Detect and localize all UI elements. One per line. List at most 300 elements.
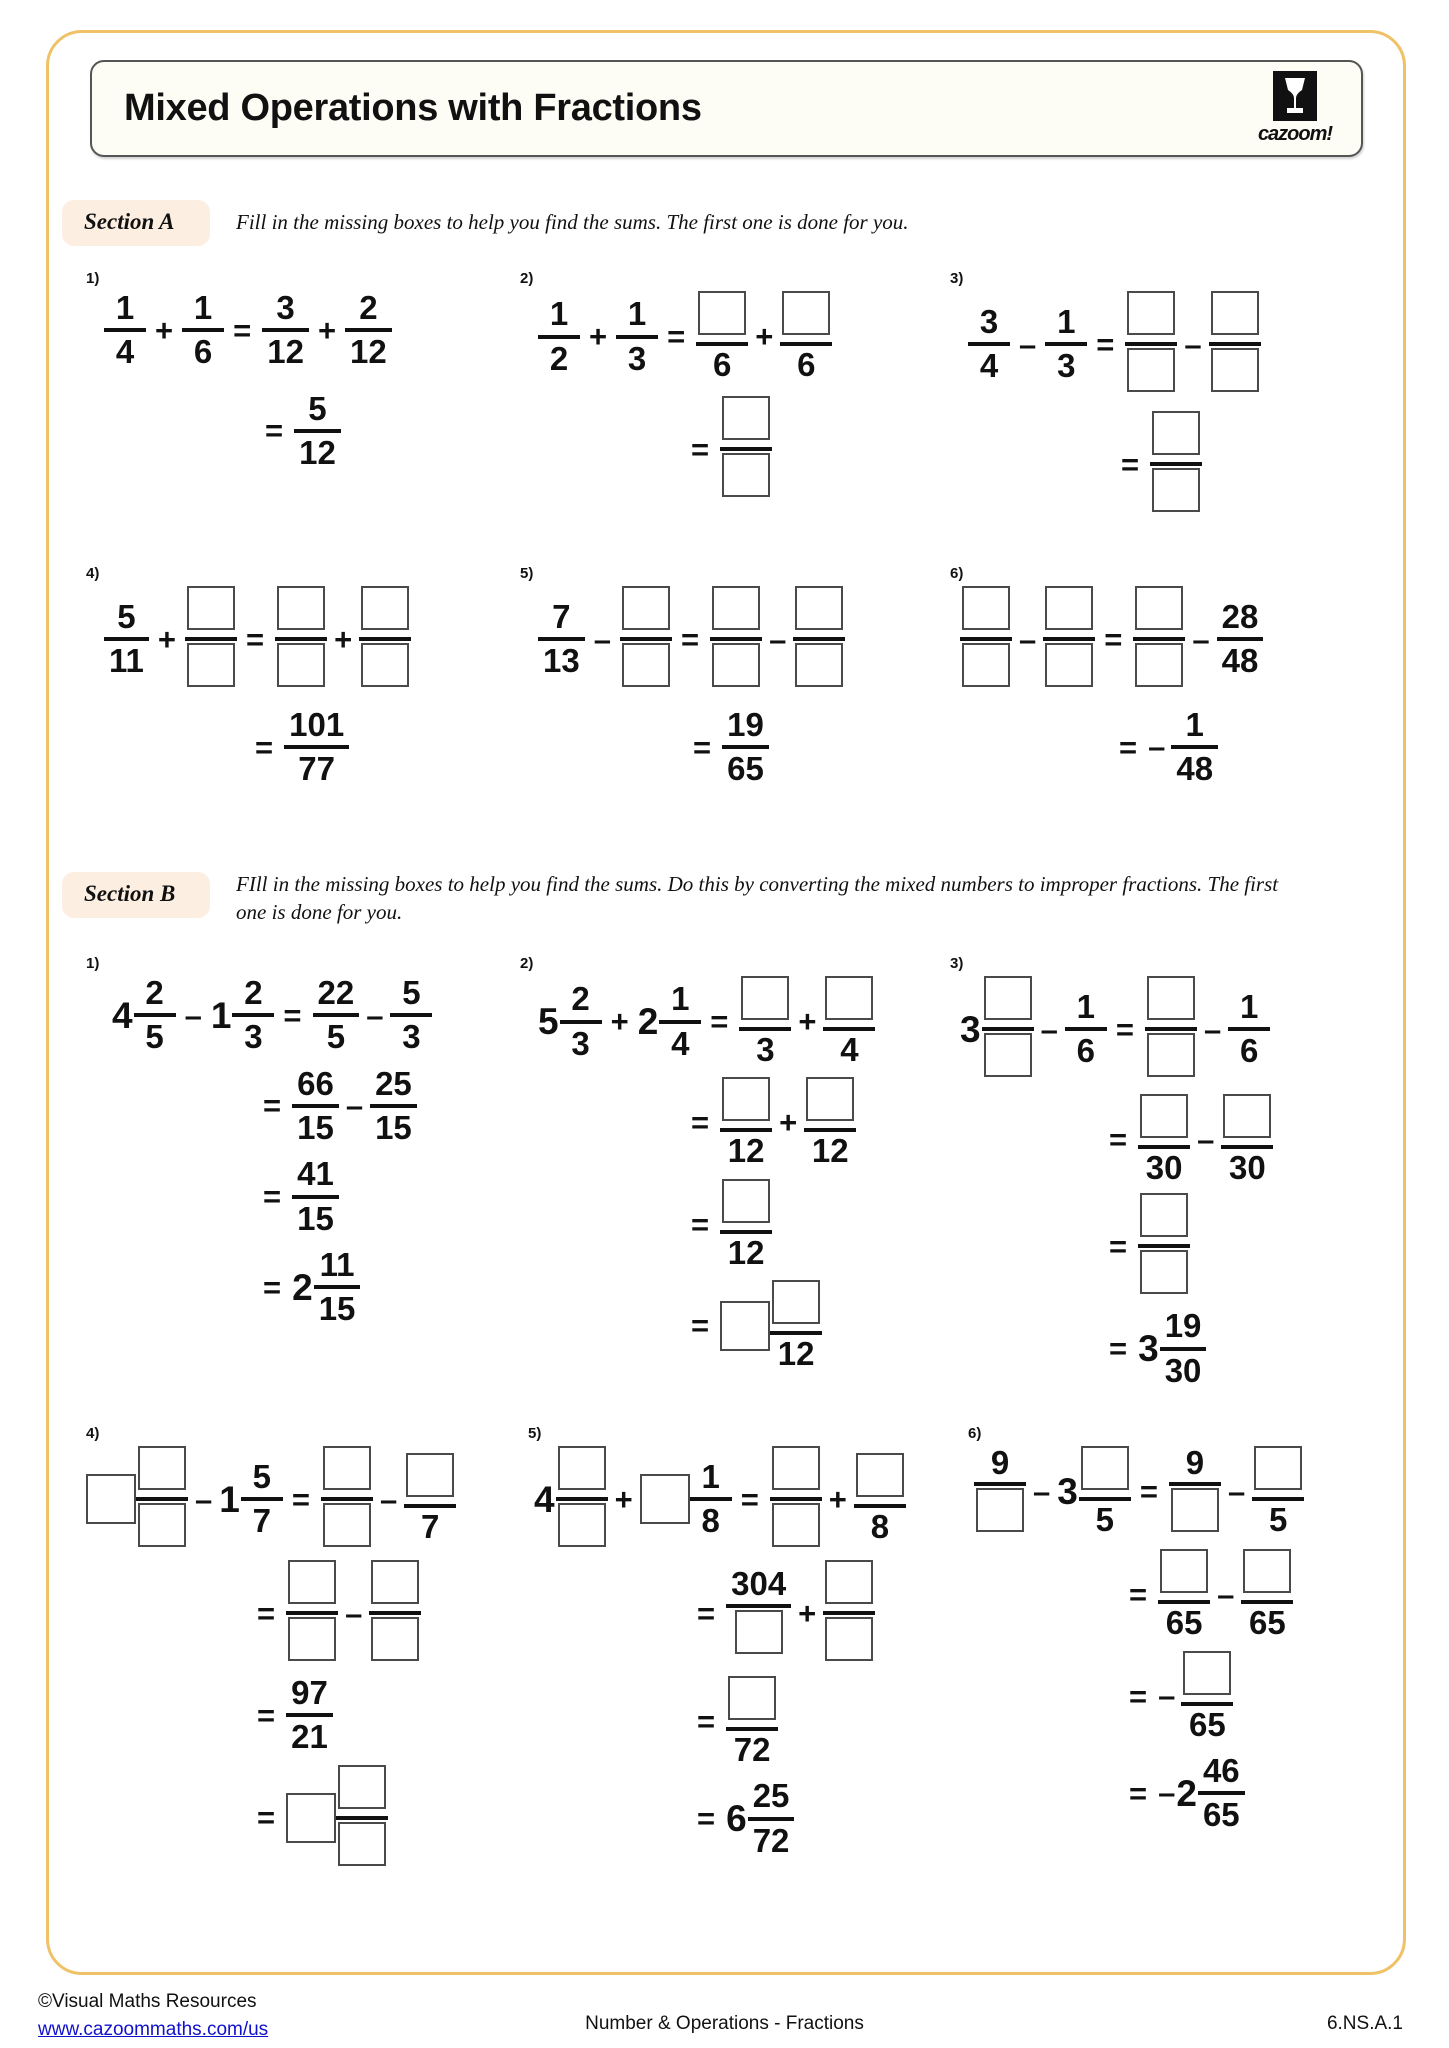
answer-box[interactable] (338, 1765, 386, 1809)
problem-number: 3) (950, 270, 964, 287)
fraction (726, 1676, 778, 1767)
answer-box[interactable] (1140, 1193, 1188, 1237)
answer-box[interactable] (825, 976, 873, 1020)
fraction-bar (1160, 1347, 1207, 1351)
equation-row (682, 1179, 875, 1270)
answer-box[interactable] (772, 1446, 820, 1490)
fraction-bar (232, 1013, 274, 1017)
negative-sign: – (1158, 1678, 1176, 1714)
whole-part: 3 (960, 1008, 981, 1050)
fraction (1158, 1549, 1210, 1640)
fraction (620, 586, 672, 692)
denominator: 13 (543, 642, 580, 679)
operator-equals: = (691, 1105, 710, 1141)
answer-box[interactable] (976, 1488, 1024, 1532)
whole-part: 6 (726, 1798, 747, 1840)
fraction (262, 291, 309, 370)
answer-box[interactable] (622, 643, 670, 687)
answer-box[interactable] (735, 1610, 783, 1654)
denominator: 30 (1164, 1351, 1202, 1389)
fraction-bar (345, 328, 392, 332)
fraction (314, 1245, 361, 1328)
numerator: 66 (297, 1064, 334, 1102)
answer-box[interactable] (1140, 1250, 1188, 1294)
fraction (1169, 1446, 1221, 1537)
operator-plus: + (610, 1004, 629, 1040)
operator-minus: – (1019, 621, 1037, 657)
fraction (321, 1446, 373, 1552)
fraction-bar (1133, 637, 1185, 641)
numerator: 101 (289, 706, 345, 743)
operator-minus: – (1227, 1474, 1246, 1510)
fraction (1150, 411, 1202, 517)
answer-box[interactable] (722, 1179, 770, 1223)
operator-equals: = (1115, 1011, 1134, 1047)
numerator: 1 (549, 295, 569, 333)
equation-row (112, 976, 432, 1055)
answer-box[interactable] (825, 1617, 873, 1661)
answer-box[interactable] (187, 643, 235, 687)
fraction (659, 982, 701, 1061)
fraction (1133, 586, 1185, 692)
fraction (1252, 1446, 1304, 1537)
operator-equals: = (697, 1801, 716, 1837)
fraction-bar (1045, 342, 1087, 346)
fraction (1241, 1549, 1293, 1640)
answer-box[interactable] (406, 1453, 454, 1497)
answer-box[interactable] (722, 396, 770, 440)
equation-row (248, 1560, 456, 1666)
denominator: 30 (1145, 1149, 1183, 1186)
answer-box[interactable] (806, 1077, 854, 1121)
fraction-bar (134, 1013, 176, 1017)
fraction (616, 297, 658, 376)
fraction (722, 708, 769, 787)
operator-equals: = (257, 1800, 276, 1836)
operator-minus: – (1217, 1577, 1235, 1613)
fraction (1209, 291, 1261, 397)
denominator: 6 (1076, 1032, 1095, 1069)
fraction-bar (1228, 1027, 1270, 1031)
denominator: 4 (979, 347, 999, 384)
fraction (370, 1064, 417, 1146)
fraction (1138, 1193, 1190, 1299)
answer-box[interactable] (1243, 1549, 1291, 1593)
answer-box[interactable] (795, 586, 843, 630)
mixed-number (86, 1446, 188, 1552)
equation-row (1100, 1309, 1273, 1388)
whole-part: 1 (210, 994, 232, 1036)
denominator: 5 (1095, 1501, 1114, 1538)
whole-part: 2 (1176, 1772, 1197, 1814)
whole-part: 3 (1138, 1328, 1159, 1370)
answer-box[interactable] (795, 643, 843, 687)
denominator: 11 (109, 642, 144, 679)
answer-box[interactable] (984, 976, 1032, 1020)
fraction-bar (292, 1104, 339, 1108)
answer-box[interactable] (1135, 586, 1183, 630)
section-b-instructions: FIll in the missing boxes to help you find the sums. Do this by converting the mixed numbers to improper fractions. The first one is done for you. (236, 872, 1279, 924)
whole-part: 2 (292, 1266, 313, 1308)
cazoom-logo (1253, 71, 1337, 146)
operator-equals: = (710, 1004, 729, 1040)
answer-box[interactable] (722, 453, 770, 497)
numerator: 304 (731, 1565, 787, 1603)
denominator: 21 (291, 1718, 328, 1756)
denominator: 15 (297, 1108, 334, 1146)
answer-box[interactable] (1152, 411, 1200, 455)
operator-equals: = (680, 621, 700, 657)
answer-box[interactable] (323, 1503, 371, 1547)
fraction-bar (968, 342, 1010, 346)
denominator: 5 (1269, 1501, 1288, 1538)
operator-equals: = (263, 1088, 282, 1124)
fraction-bar (294, 429, 341, 433)
answer-box[interactable] (288, 1560, 336, 1604)
answer-box[interactable] (288, 1617, 336, 1661)
fraction-bar (960, 637, 1012, 641)
answer-box[interactable] (286, 1793, 336, 1843)
equation-row (1112, 411, 1261, 517)
fraction (726, 1567, 791, 1658)
fraction (1065, 987, 1107, 1069)
answer-box[interactable] (187, 586, 235, 630)
operator-equals: = (257, 1697, 276, 1733)
operator-plus: + (157, 621, 176, 657)
answer-box[interactable] (640, 1474, 690, 1524)
answer-box[interactable] (772, 1280, 820, 1324)
operator-equals: = (246, 621, 265, 657)
fraction (345, 291, 392, 370)
operator-plus: + (828, 1481, 847, 1517)
operator-plus: + (614, 1481, 633, 1517)
equation-row (1120, 1549, 1304, 1640)
fraction-bar (1138, 1244, 1190, 1248)
equation-row (246, 708, 411, 787)
fraction-bar (369, 1611, 421, 1615)
answer-box[interactable] (371, 1617, 419, 1661)
answer-box[interactable] (323, 1446, 371, 1490)
whole-part: 5 (538, 1001, 559, 1043)
negative-sign: – (1158, 1775, 1176, 1811)
fraction (294, 389, 341, 471)
problem-number: 5) (528, 1425, 542, 1442)
operator-equals: = (1129, 1678, 1148, 1714)
operator-minus: – (345, 1595, 363, 1631)
fraction (696, 291, 748, 382)
answer-box[interactable] (1045, 586, 1093, 630)
fraction-bar (720, 447, 772, 451)
fraction-bar (275, 637, 327, 641)
fraction (286, 1560, 338, 1666)
fraction-bar (104, 637, 149, 641)
fraction (556, 1446, 608, 1552)
operator-equals: = (740, 1481, 759, 1517)
answer-box[interactable] (277, 643, 325, 687)
website-link[interactable]: www.cazoommaths.com/us (38, 2018, 269, 2040)
mixed-number (640, 1457, 732, 1539)
operator-plus: + (798, 1004, 817, 1040)
goblet-icon (1273, 71, 1317, 121)
fraction (1160, 1309, 1207, 1388)
fraction (404, 1453, 456, 1544)
fraction (313, 976, 360, 1055)
numerator: 5 (402, 974, 421, 1011)
denominator: 5 (326, 1018, 346, 1056)
fraction (974, 1446, 1026, 1537)
answer-box[interactable] (1211, 291, 1259, 335)
fraction (690, 1457, 732, 1539)
denominator: 3 (244, 1018, 263, 1056)
fraction (1181, 1651, 1233, 1742)
answer-box[interactable] (1135, 643, 1183, 687)
denominator: 65 (727, 750, 764, 788)
answer-box[interactable] (962, 643, 1010, 687)
answer-box[interactable] (1183, 1651, 1231, 1695)
fraction-bar (748, 1817, 795, 1821)
fraction (292, 1064, 339, 1146)
mixed-number (638, 982, 702, 1061)
fraction-bar (620, 637, 672, 641)
fraction (1043, 586, 1095, 692)
answer-box[interactable] (1254, 1446, 1302, 1490)
denominator: 15 (375, 1108, 412, 1146)
mixed-number (292, 1245, 360, 1328)
equation-row (538, 586, 845, 692)
operator-minus: – (769, 621, 787, 657)
problem-number: 2) (520, 270, 534, 287)
denominator: 77 (298, 750, 335, 788)
answer-box[interactable] (277, 586, 325, 630)
operator-plus: + (755, 319, 774, 355)
fraction-bar (982, 1027, 1034, 1031)
denominator: 6 (713, 346, 732, 383)
fraction-bar (104, 328, 146, 332)
equation-row (682, 396, 832, 502)
denominator: 15 (318, 1290, 356, 1328)
fraction-bar (1150, 462, 1202, 466)
fraction (793, 586, 845, 692)
numerator: 1 (627, 295, 647, 333)
numerator: 22 (317, 974, 355, 1011)
operator-minus: – (366, 997, 384, 1033)
operator-equals: = (697, 1595, 716, 1631)
answer-box[interactable] (712, 586, 760, 630)
fraction (369, 1560, 421, 1666)
logo-wordmark: cazoom! (1257, 123, 1333, 145)
answer-box[interactable] (558, 1503, 606, 1547)
page-footer (0, 1988, 1449, 2048)
denominator: 4 (115, 333, 135, 371)
worksheet-title-bar (90, 60, 1363, 157)
mixed-number (960, 976, 1034, 1082)
fraction (538, 597, 585, 679)
answer-box[interactable] (138, 1503, 186, 1547)
operator-equals: = (1121, 446, 1140, 482)
problem-a1 (86, 270, 392, 470)
operator-minus: – (1040, 1011, 1058, 1047)
fraction-bar (286, 1713, 333, 1717)
fraction-bar (1065, 1027, 1107, 1031)
answer-box[interactable] (1081, 1446, 1129, 1490)
answer-box[interactable] (361, 643, 409, 687)
answer-box[interactable] (86, 1474, 136, 1524)
answer-box[interactable] (1147, 1033, 1195, 1077)
answer-box[interactable] (1127, 291, 1175, 335)
problem-number: 6) (968, 1425, 982, 1442)
fraction (1145, 976, 1197, 1082)
equation-row (538, 976, 875, 1067)
fraction-bar (136, 1497, 188, 1501)
answer-box[interactable] (1045, 643, 1093, 687)
mixed-number (1057, 1446, 1131, 1537)
numerator: 11 (319, 1245, 355, 1283)
fraction-bar (314, 1285, 361, 1289)
fraction-bar (770, 1497, 822, 1501)
equation-row (682, 1077, 875, 1168)
answer-box[interactable] (338, 1822, 386, 1866)
fraction-bar (974, 1482, 1026, 1486)
answer-box[interactable] (1152, 468, 1200, 512)
denominator: 2 (549, 339, 569, 377)
operator-equals: = (691, 1206, 710, 1242)
answer-box[interactable] (1211, 348, 1259, 392)
fraction (1125, 291, 1177, 397)
numerator: 19 (1164, 1307, 1202, 1345)
problem-b5 (528, 1425, 906, 1858)
problem-number: 4) (86, 1425, 100, 1442)
operator-equals: = (697, 1704, 716, 1740)
operator-minus: – (184, 997, 202, 1033)
answer-box[interactable] (698, 291, 746, 335)
problem-b4 (86, 1425, 456, 1871)
fraction (982, 976, 1034, 1082)
answer-box[interactable] (1147, 976, 1195, 1020)
mixed-number (1138, 1309, 1206, 1388)
answer-box[interactable] (1140, 1094, 1188, 1138)
answer-box[interactable] (622, 586, 670, 630)
denominator: 3 (756, 1031, 775, 1068)
denominator: 30 (1229, 1149, 1266, 1186)
answer-box[interactable] (1171, 1488, 1219, 1532)
fraction (359, 586, 411, 692)
answer-box[interactable] (741, 976, 789, 1020)
mixed-number (534, 1446, 608, 1552)
answer-box[interactable] (984, 1033, 1032, 1077)
operator-equals: = (1129, 1577, 1148, 1613)
numerator: 25 (375, 1064, 412, 1102)
operator-equals: = (1119, 729, 1138, 765)
operator-equals: = (1109, 1331, 1128, 1367)
fraction-bar (182, 328, 224, 332)
mixed-number (286, 1765, 388, 1871)
fraction (185, 586, 237, 692)
fraction (804, 1077, 856, 1168)
answer-box[interactable] (1160, 1549, 1208, 1593)
problem-a4 (86, 565, 411, 787)
operator-equals: = (693, 729, 712, 765)
answer-box[interactable] (1223, 1094, 1271, 1138)
denominator: 3 (402, 1018, 421, 1056)
answer-box[interactable] (1127, 348, 1175, 392)
fraction-bar (538, 335, 580, 339)
operator-minus: – (1019, 326, 1037, 362)
equation-row (684, 708, 845, 787)
whole-part: 3 (1057, 1471, 1078, 1513)
answer-box[interactable] (720, 1301, 770, 1351)
fraction-bar (1217, 637, 1264, 641)
denominator: 12 (727, 1233, 765, 1271)
operator-equals: = (1109, 1228, 1128, 1264)
equation-row (688, 1560, 906, 1666)
numerator: 1 (115, 289, 135, 326)
operator-equals: = (1096, 326, 1115, 362)
operator-minus: – (1184, 326, 1202, 362)
fraction (232, 976, 274, 1055)
answer-box[interactable] (722, 1077, 770, 1121)
equation-row (1120, 1651, 1304, 1742)
answer-box[interactable] (361, 586, 409, 630)
answer-box[interactable] (371, 1560, 419, 1604)
answer-box[interactable] (138, 1446, 186, 1490)
operator-equals: = (255, 729, 274, 765)
answer-box[interactable] (558, 1446, 606, 1490)
operator-minus: – (1192, 621, 1210, 657)
operator-plus: + (317, 312, 337, 348)
fraction (720, 396, 772, 502)
operator-equals: = (691, 431, 710, 467)
problem-b1 (86, 955, 432, 1327)
fraction (710, 586, 762, 692)
copyright-text: ©Visual Maths Resources (38, 1991, 257, 2012)
operator-minus: – (1033, 1474, 1051, 1510)
denominator: 72 (733, 1731, 771, 1768)
numerator: 7 (552, 597, 571, 635)
fraction-bar (1043, 637, 1095, 641)
denominator: 6 (797, 346, 816, 383)
fraction (538, 297, 580, 376)
problem-number: 4) (86, 565, 100, 582)
problem-a3 (950, 270, 1261, 517)
whole-part: 1 (219, 1478, 240, 1520)
operator-plus: + (589, 319, 608, 355)
fraction-bar (1171, 745, 1218, 749)
fraction (284, 708, 349, 787)
problem-number: 1) (86, 270, 100, 287)
answer-box[interactable] (962, 586, 1010, 630)
problem-b6 (968, 1425, 1304, 1833)
numerator: 1 (1057, 302, 1076, 340)
numerator: 3 (276, 289, 295, 326)
operator-minus: – (1203, 1011, 1222, 1047)
denominator: 48 (1221, 642, 1259, 679)
equation-row (254, 1064, 432, 1146)
fraction (748, 1779, 795, 1858)
equation-row (104, 291, 392, 370)
section-a-label: Section A (62, 200, 210, 246)
answer-box[interactable] (772, 1503, 820, 1547)
mixed-number (112, 976, 176, 1055)
answer-box[interactable] (825, 1560, 873, 1604)
answer-box[interactable] (782, 291, 830, 335)
numerator: 46 (1202, 1751, 1240, 1789)
answer-box[interactable] (712, 643, 760, 687)
numerator: 97 (291, 1674, 328, 1711)
denominator: 3 (571, 1024, 590, 1062)
answer-box[interactable] (728, 1676, 776, 1720)
footer-topic: Number & Operations - Fractions (585, 2013, 864, 2034)
answer-box[interactable] (856, 1453, 904, 1497)
